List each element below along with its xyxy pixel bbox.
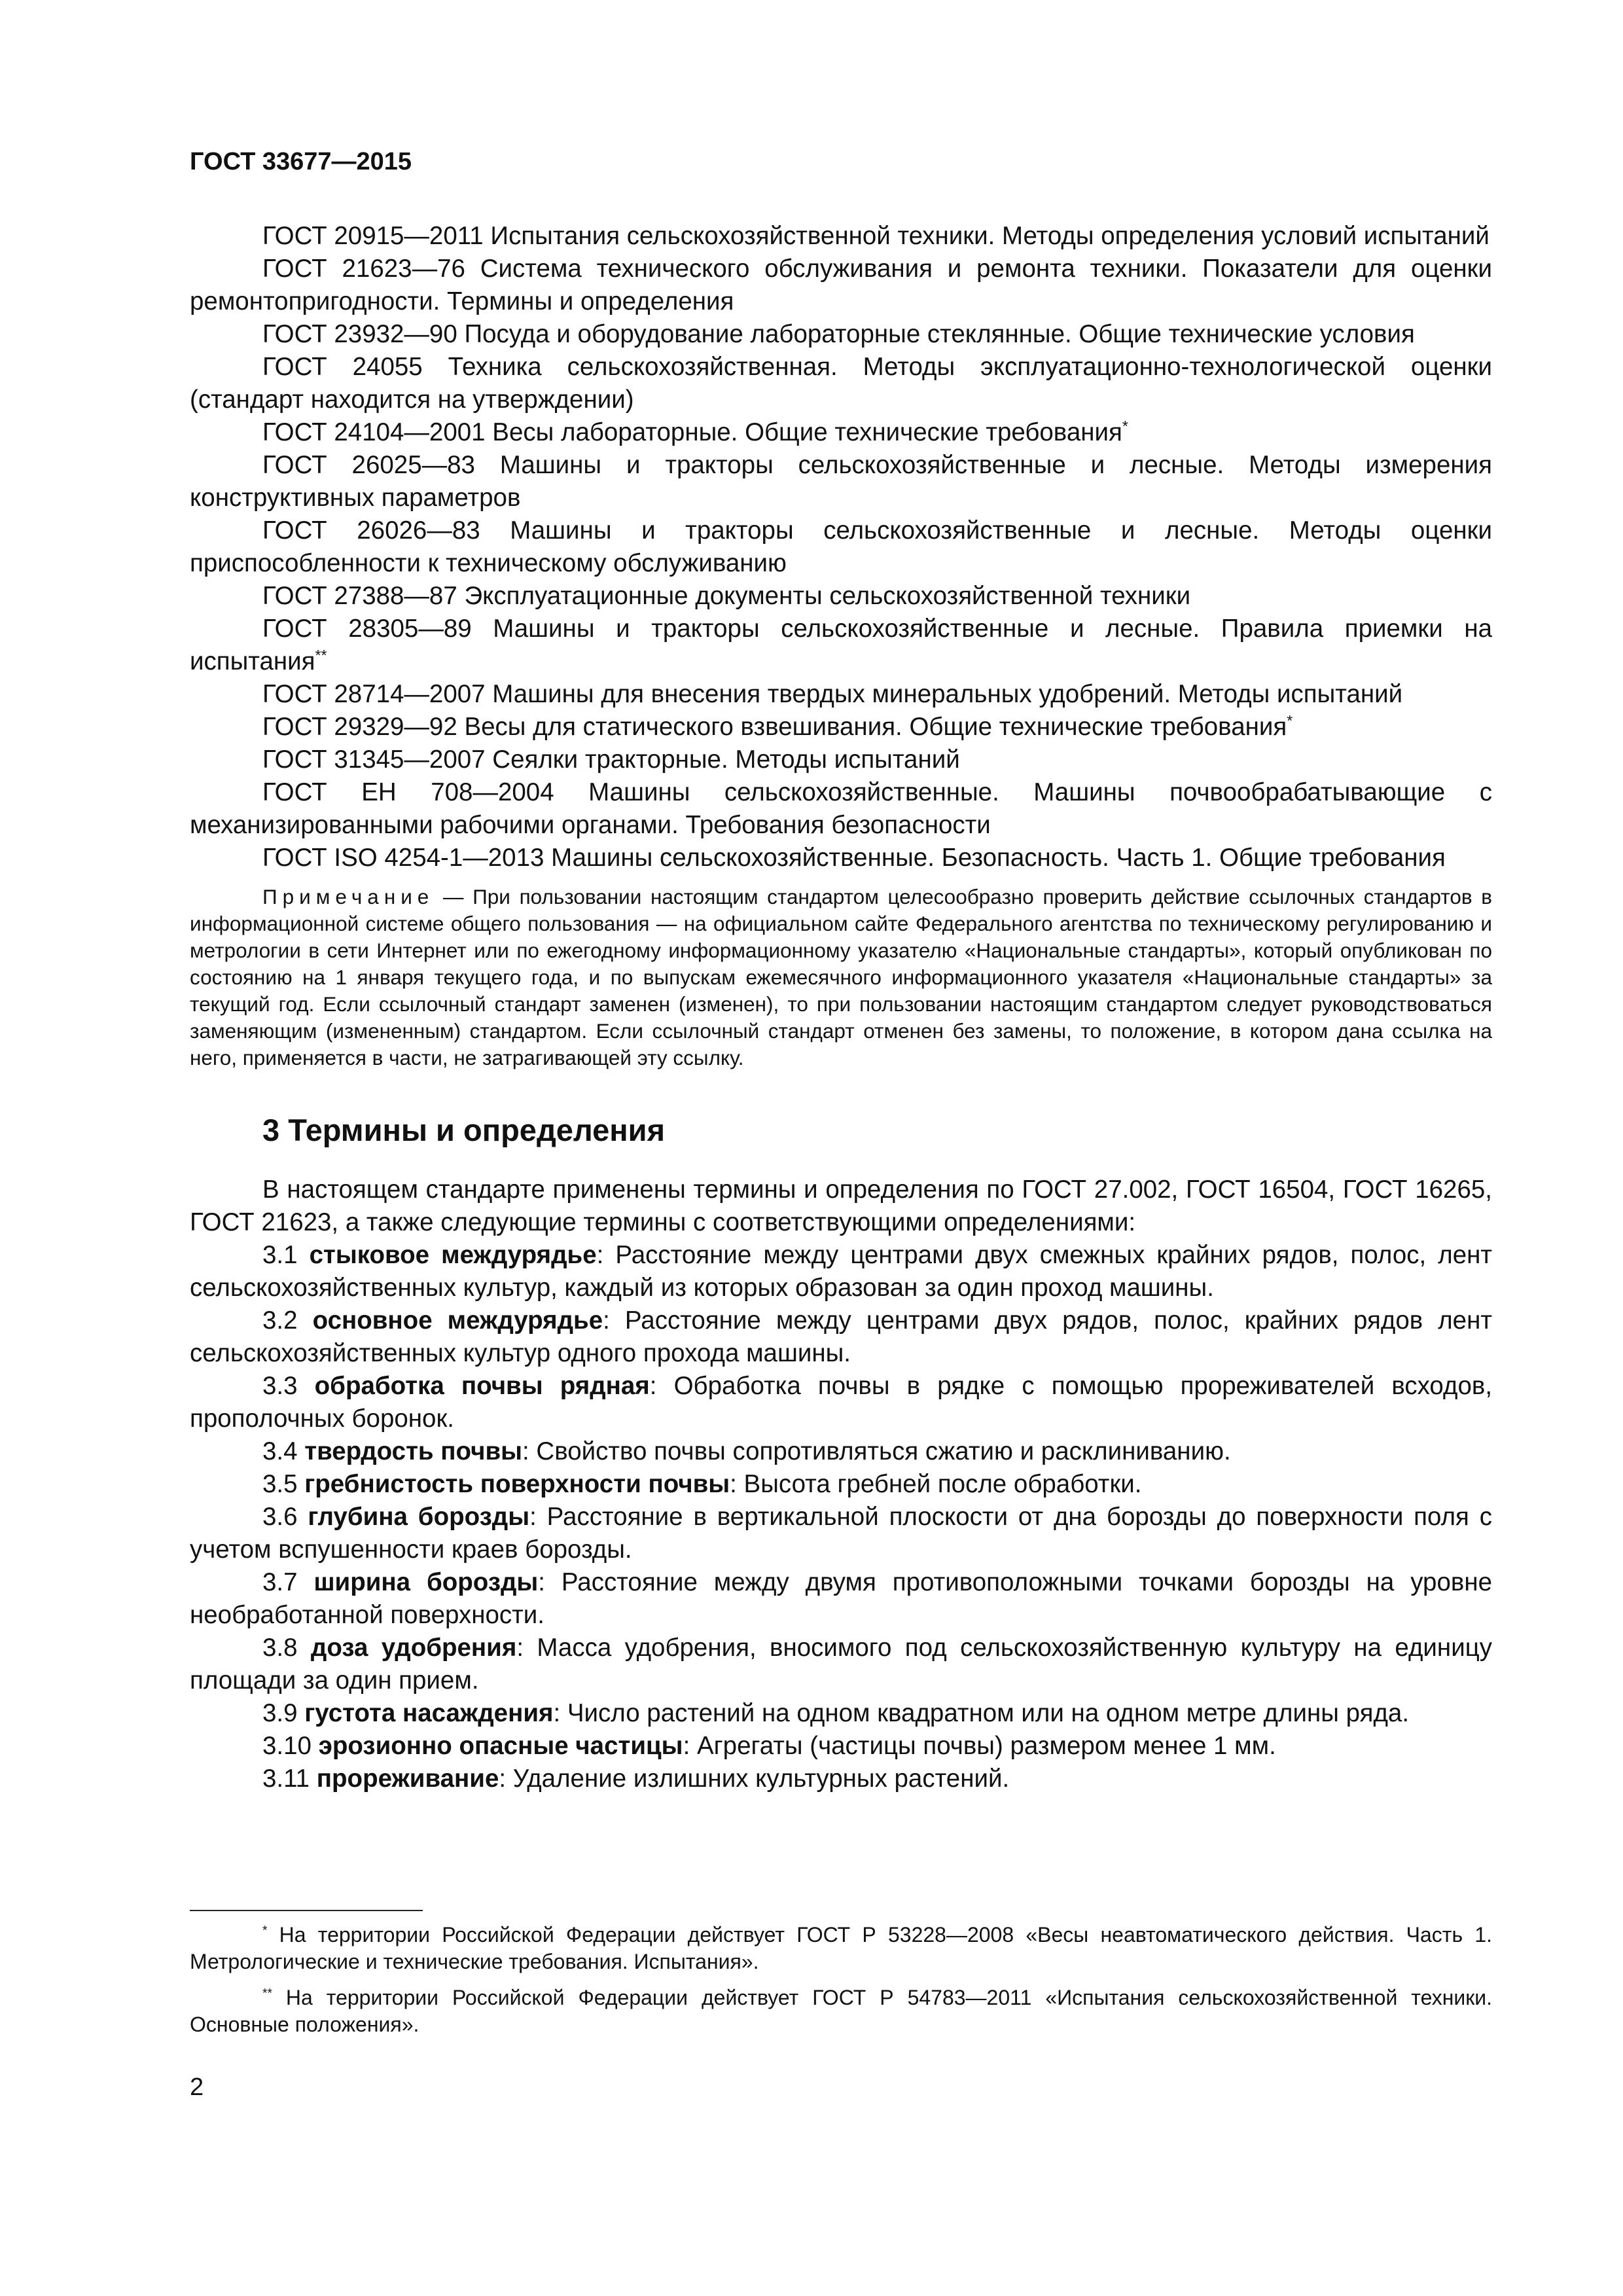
footnote-text: На территории Российской Федерации действует ГОСТ Р 53228—2008 «Весы неавтоматического действия. Часть 1. Метрологические и технические требования. Испытания». [190, 1923, 1492, 1973]
term-definition [190, 1239, 1492, 1304]
note-text: — При пользовании настоящим стандартом целесообразно проверить действие ссылочных стандартов в информационной системе общего пользования — на официальном сайте Федерального агентства по техническому регулированию и метрологии в сети Интернет или по ежегодному информационному указателю «Национальные стандарты», который опубликован по состоянию на 1 января текущего года, и по выпускам ежемесячного информационного указателя «Национальные стандарты» за текущий год. Если ссылочный стандарт заменен (изменен), то при пользовании настоящим стандартом следует руководствоваться заменяющим (измененным) стандартом. Если ссылочный стандарт отменен без замены, то положение, в котором дана ссылка на него, применяется в части, не затрагивающей эту ссылку. [190, 885, 1492, 1069]
term-name: твердость почвы [304, 1437, 522, 1465]
reference-text: ГОСТ 31345—2007 Сеялки тракторные. Методы испытаний [262, 745, 960, 774]
term-text: : Расстояние между центрами двух рядов, полос, крайних рядов лент сельскохозяйственных культур одного прохода машины. [190, 1306, 1492, 1367]
footnote-1 [190, 1922, 1492, 1975]
reference-item [190, 318, 1492, 351]
reference-item [190, 744, 1492, 776]
reference-text: ГОСТ 26026—83 Машины и тракторы сельскохозяйственные и лесные. Методы оценки приспособленности к техническому обслуживанию [190, 516, 1492, 577]
term-name: доза удобрения [310, 1634, 517, 1662]
reference-text: ГОСТ 28305—89 Машины и тракторы сельскохозяйственные и лесные. Правила приемки на испытания [190, 615, 1492, 675]
term-name: густота насаждения [304, 1699, 554, 1727]
term-number: 3.3 [262, 1372, 315, 1400]
normative-references-list [190, 220, 1492, 874]
term-definition [190, 1566, 1492, 1632]
footnote-ref-mark: ** [315, 647, 327, 664]
footnote-ref-mark: * [1122, 418, 1128, 435]
reference-text: ГОСТ ЕН 708—2004 Машины сельскохозяйственные. Машины почвообрабатывающие с механизированными рабочими органами. Требования безопасности [190, 778, 1492, 839]
term-text: : Расстояние в вертикальной плоскости от дна борозды до поверхности поля с учетом вспушенности краев борозды. [190, 1503, 1493, 1564]
term-name: эрозионно опасные частицы [318, 1732, 683, 1760]
reference-text: ГОСТ 24104—2001 Весы лабораторные. Общие технические требования [262, 418, 1122, 446]
term-definition [190, 1435, 1492, 1468]
term-text: : Число растений на одном квадратном или на одном метре длины ряда. [553, 1699, 1410, 1727]
reference-item [190, 678, 1492, 711]
term-number: 3.10 [262, 1732, 319, 1760]
footnote-ref-mark: * [1287, 712, 1293, 730]
term-number: 3.1 [262, 1241, 310, 1269]
term-name: глубина борозды [308, 1503, 530, 1531]
term-text: : Расстояние между центрами двух смежных крайних рядов, полос, лент сельскохозяйственных культур, каждый из которых образован за один проход машины. [190, 1241, 1492, 1302]
section-title: 3 Термины и определения [262, 1113, 665, 1147]
footnote-text: На территории Российской Федерации действует ГОСТ Р 54783—2011 «Испытания сельскохозяйственной техники. Основные положения». [190, 1986, 1492, 2036]
footnote-mark: * [262, 1924, 268, 1938]
reference-item [190, 253, 1492, 318]
reference-item [190, 580, 1492, 613]
term-name: гребнистость поверхности почвы [304, 1470, 730, 1498]
term-number: 3.11 [262, 1765, 317, 1793]
reference-item [190, 220, 1492, 253]
term-number: 3.8 [262, 1634, 311, 1662]
reference-text: ГОСТ 21623—76 Система технического обслуживания и ремонта техники. Показатели для оценки ремонтопригодности. Термины и определения [190, 255, 1492, 315]
reference-text: ГОСТ 24055 Техника сельскохозяйственная. Методы эксплуатационно-технологической оценки (стандарт находится на утверждении) [190, 353, 1492, 414]
note-label: Примечание [262, 885, 435, 908]
term-definition [190, 1697, 1492, 1730]
term-definition [190, 1632, 1492, 1697]
reference-text: ГОСТ 27388—87 Эксплуатационные документы сельскохозяйственной техники [262, 582, 1191, 610]
term-text: : Удаление излишних культурных растений. [499, 1765, 1010, 1793]
reference-item [190, 351, 1492, 416]
reference-text: ГОСТ 29329—92 Весы для статического взвешивания. Общие технические требования [262, 713, 1287, 741]
reference-item [190, 416, 1492, 449]
reference-text: ГОСТ 23932—90 Посуда и оборудование лабораторные стеклянные. Общие технические условия [262, 320, 1415, 348]
term-name: обработка почвы рядная [314, 1372, 650, 1400]
term-text: : Расстояние между двумя противоположными точками борозды на уровне необработанной поверхности. [190, 1568, 1492, 1629]
term-number: 3.4 [262, 1437, 305, 1465]
term-name: основное междурядье [312, 1306, 603, 1335]
term-name: стыковое междурядье [309, 1241, 597, 1269]
term-number: 3.7 [262, 1568, 314, 1596]
reference-item [190, 842, 1492, 874]
reference-item [190, 776, 1492, 842]
reference-text: ГОСТ ISO 4254-1—2013 Машины сельскохозяйственные. Безопасность. Часть 1. Общие требования [262, 844, 1446, 872]
reference-text: ГОСТ 20915—2011 Испытания сельскохозяйственной техники. Методы определения условий испытаний [262, 222, 1489, 250]
term-number: 3.9 [262, 1699, 305, 1727]
footnote-mark: ** [262, 1986, 272, 2001]
footnote-2 [190, 1984, 1492, 2038]
term-text: : Свойство почвы сопротивляться сжатию и расклиниванию. [522, 1437, 1231, 1465]
term-definition [190, 1763, 1492, 1795]
footnotes [190, 1910, 1492, 2047]
page-content [190, 220, 1492, 1795]
term-number: 3.6 [262, 1503, 308, 1531]
term-definition [190, 1501, 1492, 1566]
reference-item [190, 449, 1492, 514]
term-definition [190, 1730, 1492, 1763]
term-number: 3.5 [262, 1470, 305, 1498]
term-text: : Высота гребней после обработки. [730, 1470, 1142, 1498]
term-definition [190, 1468, 1492, 1501]
reference-item [190, 613, 1492, 678]
footnote-rule [190, 1910, 423, 1911]
term-text: : Масса удобрения, вносимого под сельскохозяйственную культуру на единицу площади за один прием. [190, 1634, 1492, 1695]
term-number: 3.2 [262, 1306, 313, 1335]
page-header-doc-id: ГОСТ 33677—2015 [190, 148, 412, 175]
term-definition [190, 1370, 1492, 1435]
reference-text: ГОСТ 26025—83 Машины и тракторы сельскохозяйственные и лесные. Методы измерения конструктивных параметров [190, 451, 1492, 512]
term-text: : Агрегаты (частицы почвы) размером менее 1 мм. [683, 1732, 1276, 1760]
term-name: прореживание [316, 1765, 499, 1793]
term-name: ширина борозды [313, 1568, 539, 1596]
term-text: : Обработка почвы в рядке с помощью прореживателей всходов, прополочных боронок. [190, 1372, 1493, 1433]
reference-item [190, 514, 1492, 580]
reference-item [190, 711, 1492, 744]
term-definition [190, 1304, 1492, 1370]
reference-text: ГОСТ 28714—2007 Машины для внесения твердых минеральных удобрений. Методы испытаний [262, 680, 1403, 708]
terms-list [190, 1239, 1492, 1795]
section-intro: В настоящем стандарте применены термины и определения по ГОСТ 27.002, ГОСТ 16504, ГОСТ 16265, ГОСТ 21623, а также следующие термины с соответствующими определениями: [190, 1175, 1492, 1236]
page-number: 2 [190, 2073, 204, 2101]
note [190, 884, 1492, 1071]
